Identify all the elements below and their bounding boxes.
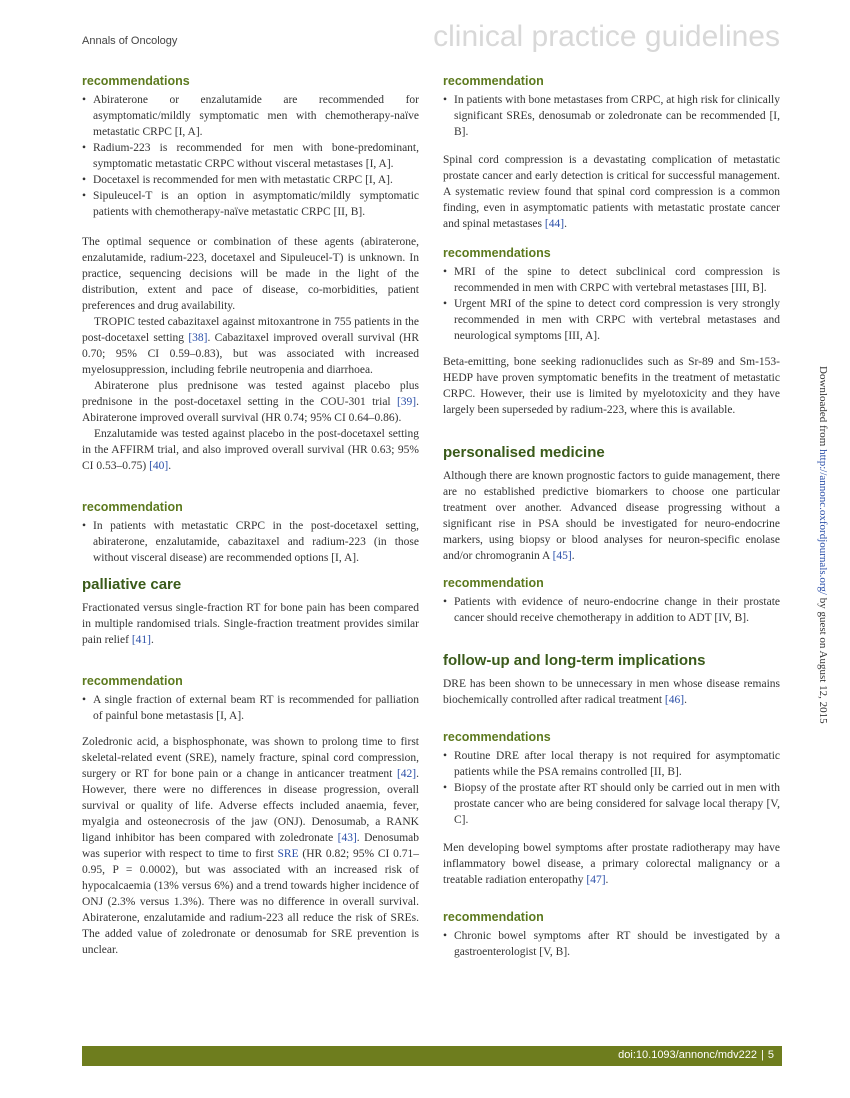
journal-url-link[interactable]: http://annonc.oxfordjournals.org/	[817, 449, 829, 595]
citation-link[interactable]: [45]	[552, 550, 572, 562]
left-column	[82, 72, 419, 958]
recommendation-item: • Abiraterone or enzalutamide are recommended for asymptomatic/mildly symptomatic men with chemotherapy-naïve metastatic CRPC [I, A].	[82, 94, 419, 138]
citation-link[interactable]: [46]	[664, 694, 685, 706]
footer-separator: |	[761, 1049, 764, 1061]
bullet-icon: •	[443, 94, 448, 106]
citation-link[interactable]: [44]	[544, 218, 565, 230]
bullet-icon: •	[443, 750, 448, 762]
bullet-icon: •	[443, 298, 448, 310]
bullet-icon: •	[443, 782, 448, 794]
recommendation-item: • Urgent MRI of the spine to detect cord compression is very strongly recommended in men with CRPC with vertebral metastases and neurological symptoms [III, A].	[443, 298, 780, 342]
body-paragraph: Spinal cord compression is a devastating complication of metastatic prostate cancer and early detection is critical for successful management. A systematic review found that spinal cord compression is a common finding, even in asymptomatic patients with metastatic prostate cancer and spinal metastases [44].	[443, 154, 780, 230]
recommendation-item: • In patients with bone metastases from CRPC, at high risk for clinically significant SREs, denosumab or zoledronate can be recommended [I, B].	[443, 94, 780, 138]
recommendation-heading: recommendation	[82, 674, 183, 688]
journal-name: Annals of Oncology	[82, 35, 178, 47]
recommendation-item: • Patients with evidence of neuro-endocrine change in their prostate cancer should receive chemotherapy in addition to ADT [IV, B].	[443, 596, 780, 624]
recommendations-heading: recommendations	[443, 246, 551, 260]
recommendation-item: • MRI of the spine to detect subclinical cord compression is recommended in men with CRPC with vertebral metastases [III, B].	[443, 266, 780, 294]
recommendation-list	[82, 692, 419, 724]
body-paragraph: Zoledronic acid, a bisphosphonate, was shown to prolong time to first skeletal-related event (SRE), namely fracture, spinal cord compression, surgery or RT for bone pain or a change in anticancer treatment [42]. However, there were no differences in disease progression, overall survival or quality of life. Adverse effects included anaemia, fever, myalgia and osteonecrosis of the jaw (ONJ). Denosumab, a RANK ligand inhibitor has been compared with zoledronate [43]. Denosumab was superior with respect to time to first SRE (HR 0.82; 95% CI 0.71–0.95, P = 0.0002), but was associated with an increased risk of hypocalcaemia (13% versus 6%) and a trend towards higher incidence of ONJ (2.3% versus 1.3%). There was no difference in overall survival. Abiraterone, enzalutamide and radium-223 all reduce the risk of SREs. The added value of zoledronate or denosumab for SRE prevention is unclear.	[82, 736, 420, 956]
recommendation-heading: recommendation	[443, 576, 544, 590]
citation-link[interactable]: [47]	[586, 874, 606, 886]
recommendation-list	[82, 92, 419, 220]
bullet-icon: •	[443, 930, 448, 942]
body-paragraph: TROPIC tested cabazitaxel against mitoxantrone in 755 patients in the post-docetaxel setting [38]. Cabazitaxel improved overall survival (HR 0.70; 95% CI 0.59–0.83), but was associated with increased myelosuppression, including febrile neutropenia and diarrhoea.	[82, 316, 419, 376]
body-paragraph: Men developing bowel symptoms after prostate radiotherapy may have inflammatory bowel disease, a primary colorectal malignancy or a treatable radiation enteropathy [47].	[443, 842, 780, 886]
citation-link[interactable]: [40]	[149, 460, 169, 472]
bullet-icon: •	[82, 190, 87, 202]
section-title: clinical practice guidelines	[433, 20, 780, 53]
recommendation-item: • In patients with metastatic CRPC in the post-docetaxel setting, abiraterone, enzalutamide, cabazitaxel and radium-223 (in those without visceral disease) are recommended options [I, A].	[82, 520, 419, 564]
recommendation-item: • Radium-223 is recommended for men with bone-predominant, symptomatic metastatic CRPC without visceral metastases [I, A].	[82, 142, 419, 170]
bullet-icon: •	[82, 694, 87, 706]
recommendation-item: • Chronic bowel symptoms after RT should be investigated by a gastroenterologist [V, B].	[443, 930, 780, 958]
footer-bar	[82, 1046, 782, 1066]
bullet-icon: •	[82, 142, 87, 154]
recommendation-heading: recommendation	[82, 500, 183, 514]
recommendation-item: • Sipuleucel-T is an option in asymptomatic/mildly symptomatic patients with chemotherapy-naïve metastatic CRPC [II, B].	[82, 190, 419, 218]
bullet-icon: •	[82, 174, 87, 186]
section-heading: palliative care	[82, 576, 182, 593]
citation-link[interactable]: [39]	[396, 396, 417, 408]
body-paragraph: Beta-emitting, bone seeking radionuclides such as Sr-89 and Sm-153-HEDP have proven symptomatic benefits in the treatment of metastatic CRPC. However, their use is limited by myelotoxicity and they have largely been superseded by radium-223, where this is available.	[443, 356, 780, 416]
citation-link[interactable]: [41]	[131, 634, 151, 646]
recommendation-list	[443, 264, 780, 344]
bullet-icon: •	[443, 596, 448, 608]
citation-link[interactable]: [42]	[396, 768, 417, 780]
glossary-link[interactable]: SRE	[277, 848, 299, 860]
body-paragraph: Fractionated versus single-fraction RT for bone pain has been compared in multiple randomised trials. Single-fraction treatment provides similar pain relief [41].	[82, 602, 419, 646]
citation-link[interactable]: [43]	[337, 832, 357, 844]
recommendation-item: • Docetaxel is recommended for men with metastatic CRPC [I, A].	[82, 174, 393, 186]
recommendations-heading: recommendations	[82, 74, 190, 88]
right-column	[443, 72, 780, 960]
recommendations-heading: recommendations	[443, 730, 551, 744]
recommendation-list	[443, 928, 780, 960]
citation-link[interactable]: [38]	[188, 332, 208, 344]
recommendation-list	[82, 518, 419, 566]
recommendation-list	[443, 594, 780, 626]
bullet-icon: •	[82, 520, 87, 532]
recommendation-item: • Biopsy of the prostate after RT should only be carried out in men with prostate cancer who are being considered for salvage local therapy [V, C].	[443, 782, 780, 826]
page-number: 5	[767, 1049, 774, 1061]
recommendation-list	[443, 748, 780, 828]
body-paragraph: Abiraterone plus prednisone was tested against placebo plus prednisone in the post-docetaxel setting in the COU-301 trial [39]. Abiraterone improved overall survival (HR 0.74; 95% CI 0.64–0.86).	[82, 380, 419, 424]
recommendation-item: • Routine DRE after local therapy is not required for asymptomatic patients while the PSA remains controlled [II, B].	[443, 750, 780, 778]
doi-text[interactable]: doi:10.1093/annonc/mdv222	[618, 1049, 758, 1061]
download-notice: Downloaded from http://annonc.oxfordjournals.org/ by guest on August 12, 2015	[817, 366, 829, 724]
section-heading: follow-up and long-term implications	[443, 652, 706, 669]
body-paragraph: DRE has been shown to be unnecessary in men whose disease remains biochemically controlled after radical treatment [46].	[443, 678, 780, 706]
body-paragraph: Although there are known prognostic factors to guide management, there are no established predictive biomarkers to choose one particular treatment over another. Advanced disease progressing without a significant rise in PSA should be investigated for neuro-endocrine markers, using biopsy or blood analyses for neuron-specific enolase and/or chromogranin A [45].	[443, 470, 780, 562]
recommendation-heading: recommendation	[443, 910, 544, 924]
recommendation-heading: recommendation	[443, 74, 544, 88]
section-heading: personalised medicine	[443, 444, 605, 461]
body-paragraph: Enzalutamide was tested against placebo in the post-docetaxel setting in the AFFIRM trial, and also improved overall survival (HR 0.63; 95% CI 0.53–0.75) [40].	[82, 428, 419, 472]
bullet-icon: •	[82, 94, 87, 106]
recommendation-list	[443, 92, 780, 140]
body-paragraph: The optimal sequence or combination of these agents (abiraterone, enzalutamide, radium-223, docetaxel and Sipuleucel-T) is unknown. In practice, sequencing decisions will be made in the light of the distribution, extent and pace of disease, co-morbidities, patient preferences and drug availability.	[82, 236, 419, 312]
recommendation-item: • A single fraction of external beam RT is recommended for palliation of painful bone metastasis [I, A].	[82, 694, 419, 722]
bullet-icon: •	[443, 266, 448, 278]
